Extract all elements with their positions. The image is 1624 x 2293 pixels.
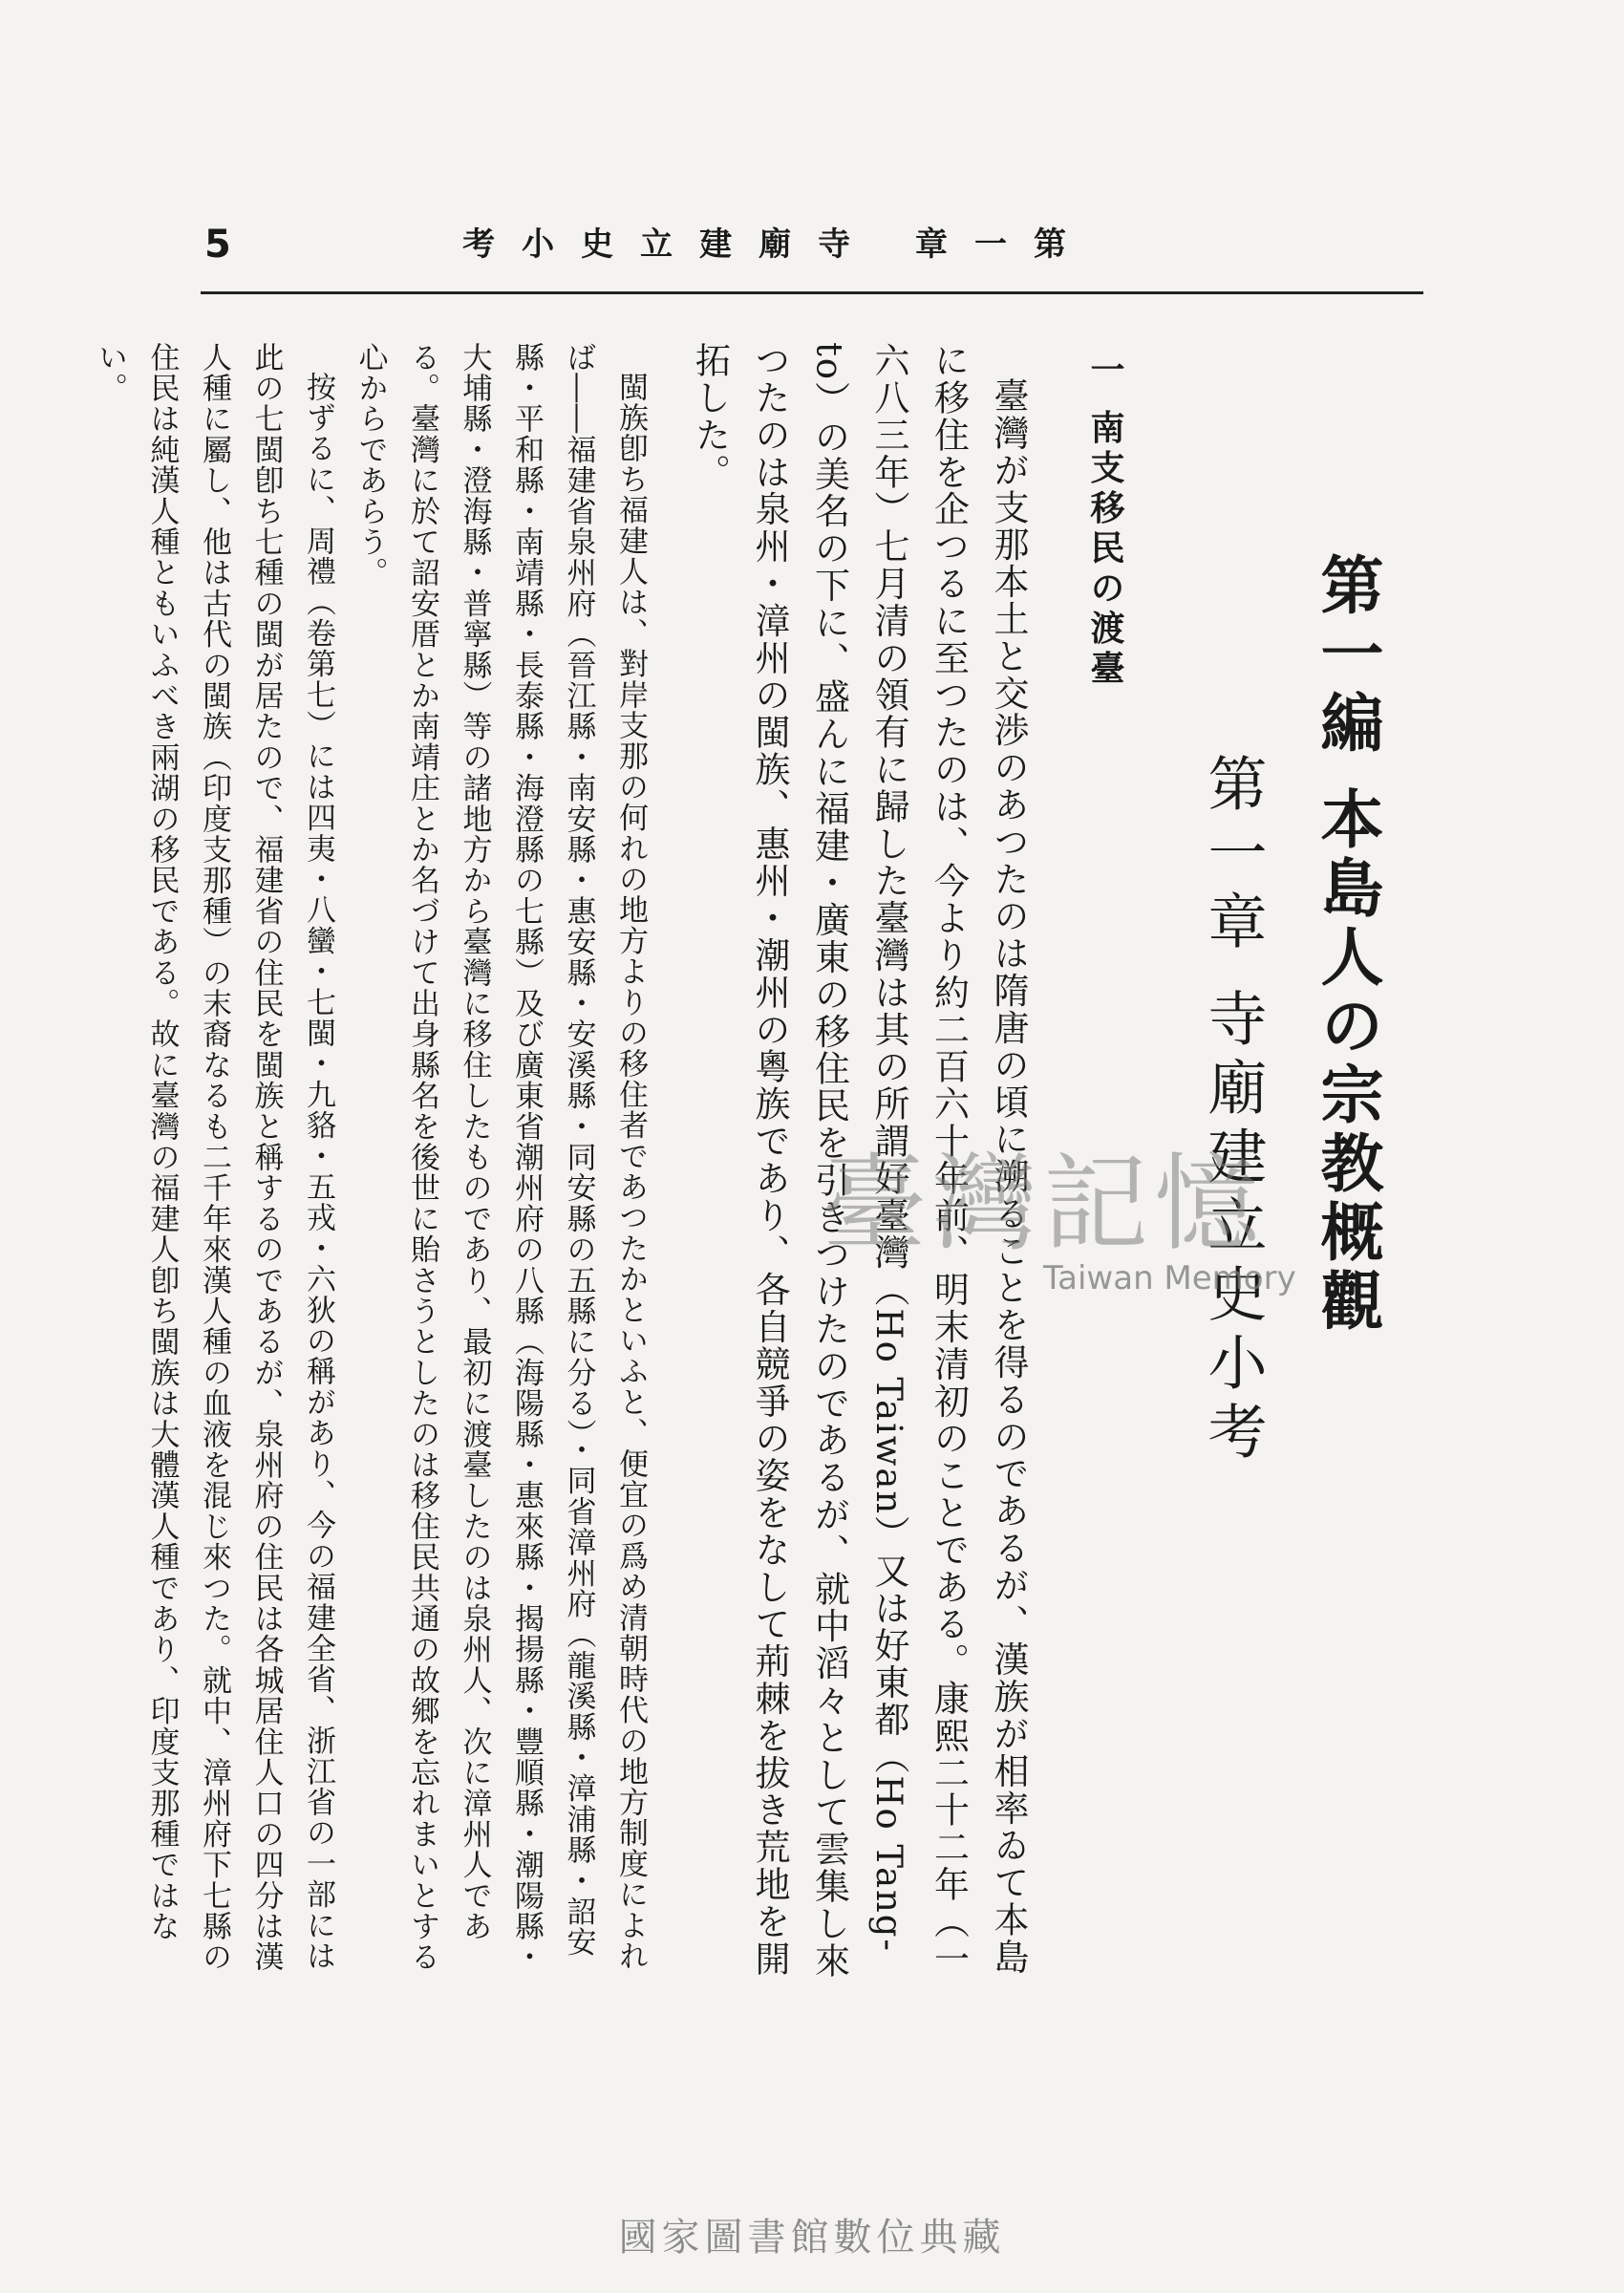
watermark-logo: 臺灣記憶 [822,1143,1265,1265]
page-number: 5 [204,223,231,267]
running-head: 考小史立建廟寺 章一第 [462,225,1093,264]
chapter-title: 第一章 寺廟建立史小考 [1198,753,1268,1469]
header-rule [201,291,1423,294]
paragraph-2: 閩族卽ち福建人は、對岸支那の何れの地方よりの移住者であつたかといふと、便宜の爲め清朝時代の地方制度によれば――福建省泉州府（晉江縣・南安縣・惠安縣・安溪縣・同安縣の五縣に分る）・同省漳州府（龍溪縣・漳浦縣・詔安縣・平和縣・南靖縣・長泰縣・海澄縣の七縣）及び廣東省潮州府の八縣（海陽縣・惠來縣・揭揚縣・豐順縣・潮陽縣・大埔縣・澄海縣・普寧縣）等の諸地方から臺灣に移住したものであり、最初に渡臺したのは泉州人、次に漳州人である。臺灣に於て詔安厝とか南靖庄とか名づけて出身縣名を後世に貽さうとしたのは移住民共通の故郷を忘れまいとする心からであらう。 [353,342,648,1973]
section-title: 一 南支移民の渡臺 [1085,352,1125,691]
paragraph-3: 按ずるに、周禮（卷第七）には四夷・八蠻・七閩・九貉・五戎・六狄の稱があり、今の福建全省、浙江省の一部には此の七閩卽ち七種の閩が居たので、福建省の住民を閩族と稱するのであるが、泉州府の住民は各城居住人口の四分は漢人種に屬し、他は古代の閩族（印度支那種）の末裔なるも二千年來漢人種の血液を混じ來つた。就中、漳州府下七縣の住民は純漢人種ともいふべき兩湖の移民である。故に臺灣の福建人卽ち閩族は大體漢人種であり、印度支那種ではない。 [93,342,335,1973]
watermark-caption: Taiwan Memory [1043,1259,1296,1297]
paragraph-1: 臺灣が支那本土と交渉のあつたのは隋唐の頃に溯ることを得るのであるが、漢族が相率ゐて本島に移住を企つるに至つたのは、今より約二百六十年前、明末清初のことである。康熙二十二年（一六八三年）七月清の領有に歸した臺灣は其の所謂好臺灣（Ho Taiwan）又は好東都（Ho Tang-to）の美名の下に、盛んに福建・廣東の移住民を引きつけたのであるが、就中滔々として雲集し來つたのは泉州・漳州の閩族、惠州・潮州の粵族であり、各自競爭の姿をなして荊棘を拔き荒地を開拓した。 [689,342,1029,1980]
footer-credit: 國家圖書館數位典藏 [618,2216,1006,2260]
part-title: 第一編 本島人の宗教概觀 [1310,552,1384,1337]
